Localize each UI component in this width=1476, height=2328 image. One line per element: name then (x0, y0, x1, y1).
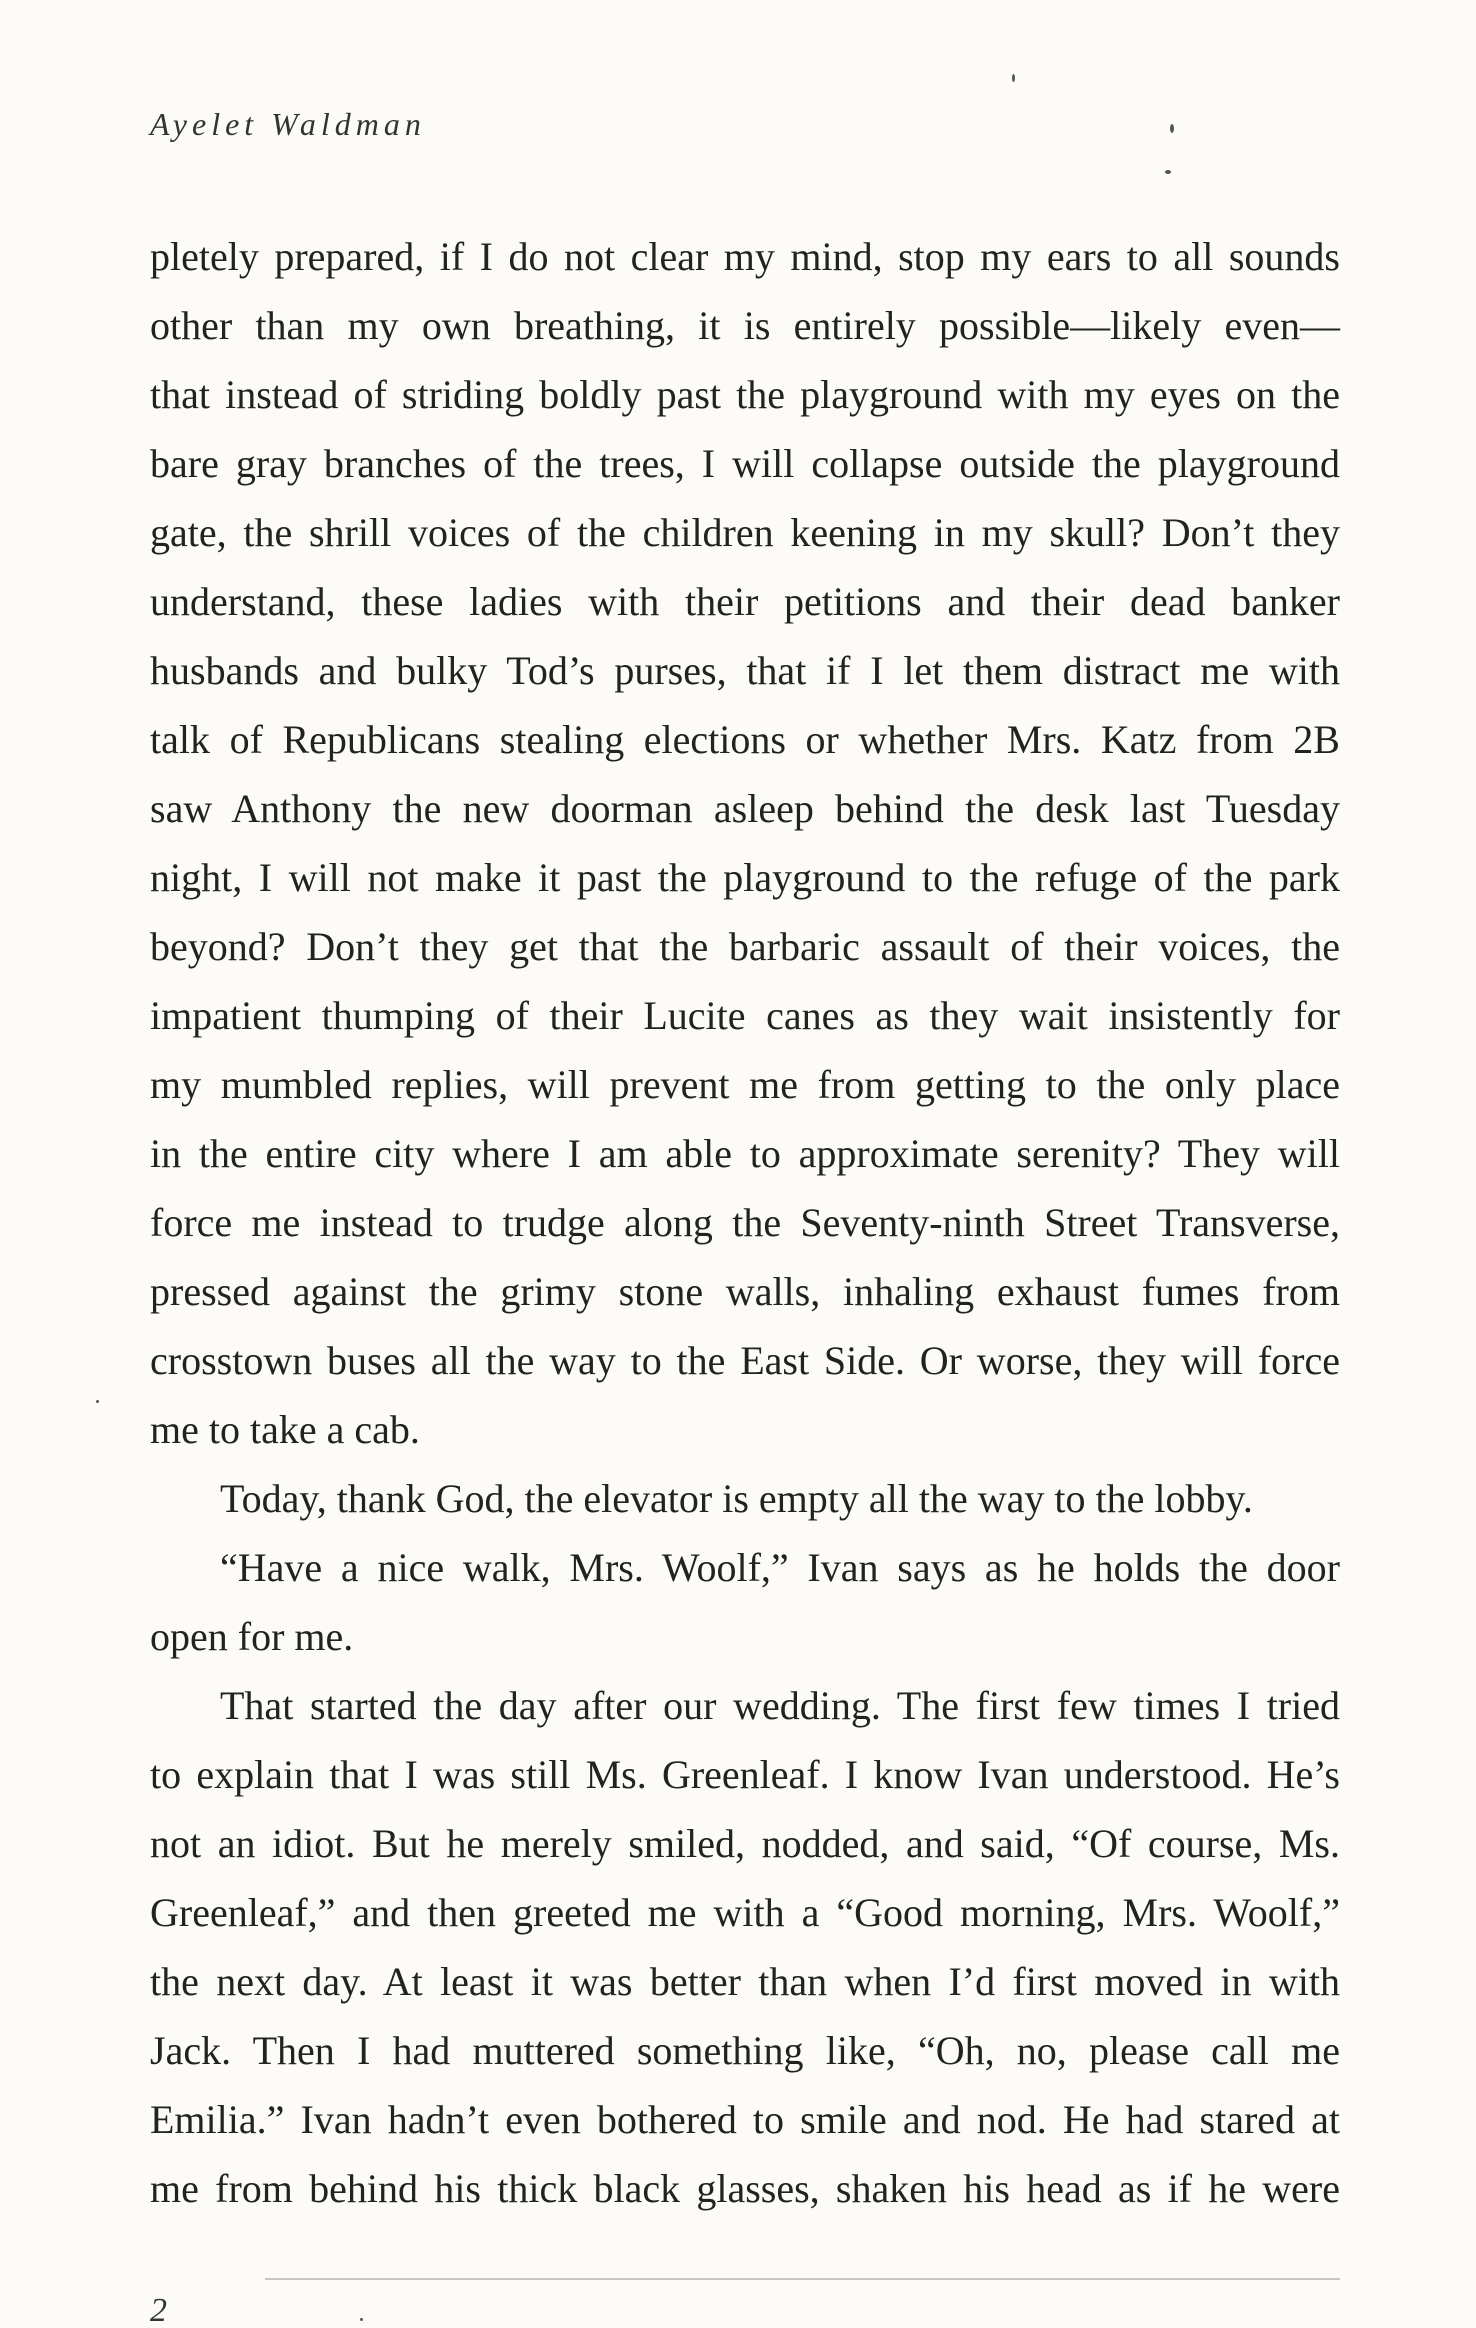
body-text (150, 222, 1340, 2223)
text-line: the next day. At least it was better than when I’d first moved in with (150, 1959, 1340, 2004)
text-line: not an idiot. But he merely smiled, nodded, and said, “Of course, Ms. (150, 1821, 1340, 1866)
text-line: that instead of striding boldly past the playground with my eyes on the (150, 372, 1340, 417)
text-line: force me instead to trudge along the Seventy-ninth Street Transverse, (150, 1200, 1340, 1245)
scan-speck (96, 1400, 99, 1403)
text-line: bare gray branches of the trees, I will collapse outside the playground (150, 441, 1340, 486)
scan-speck (1165, 170, 1171, 174)
text-line: crosstown buses all the way to the East Side. Or worse, they will force (150, 1338, 1340, 1383)
text-line: open for me. (150, 1614, 354, 1659)
page-number: 2 (150, 2292, 167, 2328)
text-line: Emilia.” Ivan hadn’t even bothered to smile and nod. He had stared at (150, 2097, 1340, 2142)
text-line: Jack. Then I had muttered something like, “Oh, no, please call me (150, 2028, 1340, 2073)
text-line: saw Anthony the new doorman asleep behind the desk last Tuesday (150, 786, 1340, 831)
text-line: understand, these ladies with their petitions and their dead banker (150, 579, 1340, 624)
scan-speck (1170, 124, 1174, 133)
text-line: night, I will not make it past the playground to the refuge of the park (150, 855, 1340, 900)
text-line: pletely prepared, if I do not clear my mind, stop my ears to all sounds (150, 234, 1340, 279)
text-line: pressed against the grimy stone walls, inhaling exhaust fumes from (150, 1269, 1340, 1314)
text-line: me from behind his thick black glasses, shaken his head as if he were (150, 2166, 1340, 2211)
text-line: in the entire city where I am able to approximate serenity? They will (150, 1131, 1340, 1176)
running-header-author: Ayelet Waldman (150, 106, 426, 142)
text-line: gate, the shrill voices of the children keening in my skull? Don’t they (150, 510, 1340, 555)
text-line: Greenleaf,” and then greeted me with a “Good morning, Mrs. Woolf,” (150, 1890, 1340, 1935)
footer-rule (265, 2278, 1340, 2280)
scan-speck (1012, 74, 1015, 82)
text-line: That started the day after our wedding. The first few times I tried (220, 1683, 1340, 1728)
text-line: Today, thank God, the elevator is empty all the way to the lobby. (220, 1476, 1253, 1521)
text-line: “Have a nice walk, Mrs. Woolf,” Ivan says as he holds the door (220, 1545, 1340, 1590)
text-line: husbands and bulky Tod’s purses, that if I let them distract me with (150, 648, 1340, 693)
text-line: me to take a cab. (150, 1407, 420, 1452)
scan-speck (360, 2318, 363, 2321)
text-line: impatient thumping of their Lucite canes as they wait insistently for (150, 993, 1340, 1038)
text-line: beyond? Don’t they get that the barbaric assault of their voices, the (150, 924, 1340, 969)
text-line: other than my own breathing, it is entirely possible—likely even— (150, 303, 1340, 348)
text-line: talk of Republicans stealing elections or whether Mrs. Katz from 2B (150, 717, 1340, 762)
text-line: my mumbled replies, will prevent me from getting to the only place (150, 1062, 1340, 1107)
text-line: to explain that I was still Ms. Greenleaf. I know Ivan understood. He’s (150, 1752, 1340, 1797)
